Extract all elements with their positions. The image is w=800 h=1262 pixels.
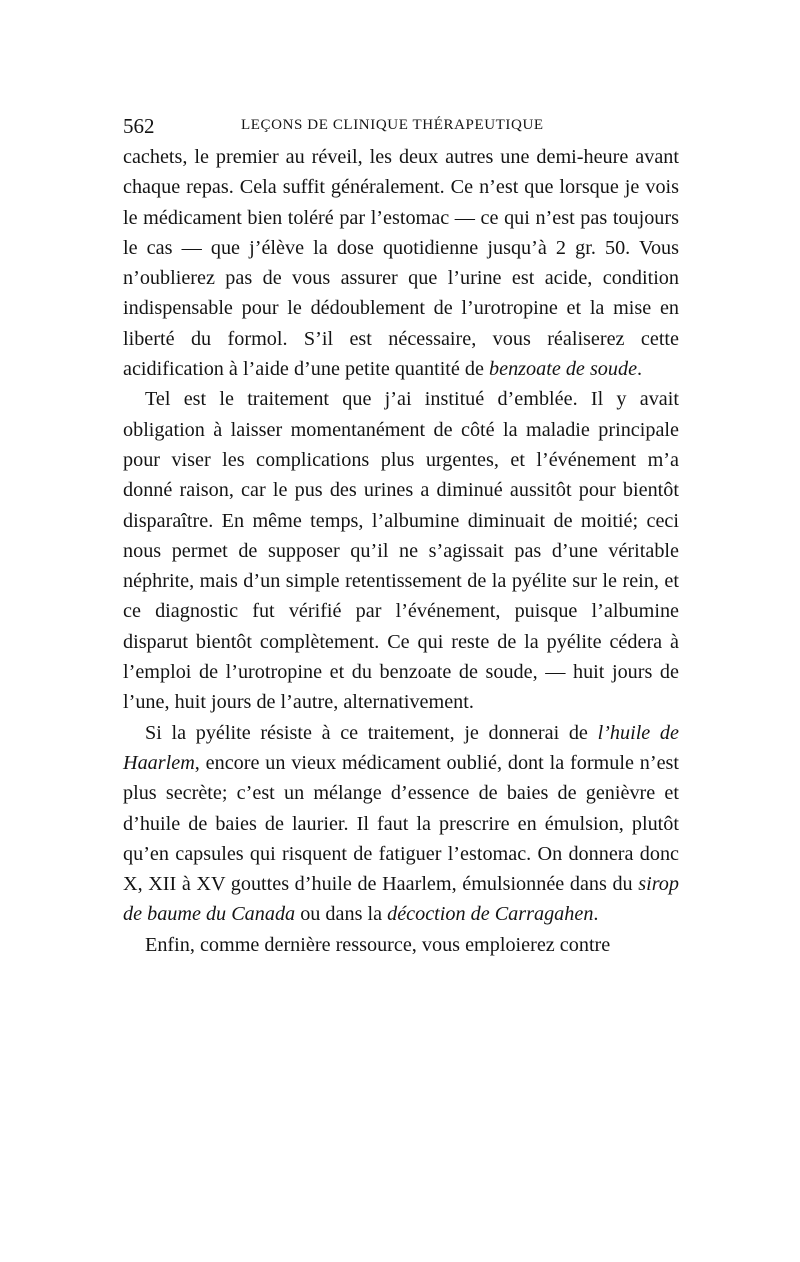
text-segment: , encore un vieux médicament oublié, dont la formule n’est plus secrète; c’est un mélange d’essence de baies de genièvre et d’huile de baies de laurier. Il faut la prescrire en émulsion, plutôt qu’en capsules qui risquent de fatiguer l’estomac. On donnera donc X, XII à XV gouttes d’huile de Haarlem, émulsionnée dans du — [123, 751, 679, 896]
text-segment: . — [637, 358, 643, 381]
paragraph — [123, 142, 679, 384]
text-segment: ou dans la — [295, 903, 388, 926]
running-title: LEÇONS DE CLINIQUE THÉRAPEUTIQUE — [241, 117, 544, 133]
book-page — [123, 112, 679, 960]
text-segment: Tel est le traitement que j’ai institué d’emblée. Il y avait obligation à laisser momentanément de côté la maladie principale pour viser les complications plus urgentes, et l’événement m’a donné raison, car le pus des urines a diminué aussitôt pour bientôt disparaître. En même temps, l’albumine diminuait de moitié; ceci nous permet de supposer qu’il ne s’agissait pas d’une véritable néphrite, mais d’un simple retentissement de la pyélite sur le rein, et ce diagnostic fut vérifié par l’événement, puisque l’albumine disparut bientôt complètement. Ce qui reste de la pyélite cédera à l’emploi de l’urotropine et du benzoate de soude, — huit jours de l’une, huit jours de l’autre, alternativement. — [123, 388, 679, 714]
italic-segment: sirop de baume du Canada — [123, 873, 679, 926]
italic-segment: décoction de Carragahen — [387, 903, 594, 926]
italic-segment: benzoate de soude — [489, 358, 638, 381]
paragraph — [123, 718, 679, 930]
paragraph — [123, 930, 679, 960]
paragraph — [123, 384, 679, 717]
text-segment: Si la pyélite résiste à ce traitement, je donnerai de — [145, 721, 598, 744]
text-segment: . — [593, 903, 599, 926]
page-header — [123, 112, 679, 142]
italic-segment: l’huile de Haarlem — [123, 721, 679, 774]
text-segment: cachets, le premier au réveil, les deux autres une demi-heure avant chaque repas. Cela suffit généralement. Ce n’est que lorsque je vois le médicament bien toléré par l’estomac — ce qui n’est pas toujours le cas — que j’élève la dose quotidienne jusqu’à 2 gr. 50. Vous n’oublierez pas de vous assurer que l’urine est acide, condition indispensable pour le dédoublement de l’urotropine et la mise en liberté du formol. S’il est nécessaire, vous réaliserez cette acidification à l’aide d’une petite quantité de — [123, 146, 679, 381]
body-text — [123, 142, 679, 960]
text-segment: Enfin, comme dernière ressource, vous emploierez contre — [145, 933, 611, 956]
page-number: 562 — [123, 114, 155, 138]
